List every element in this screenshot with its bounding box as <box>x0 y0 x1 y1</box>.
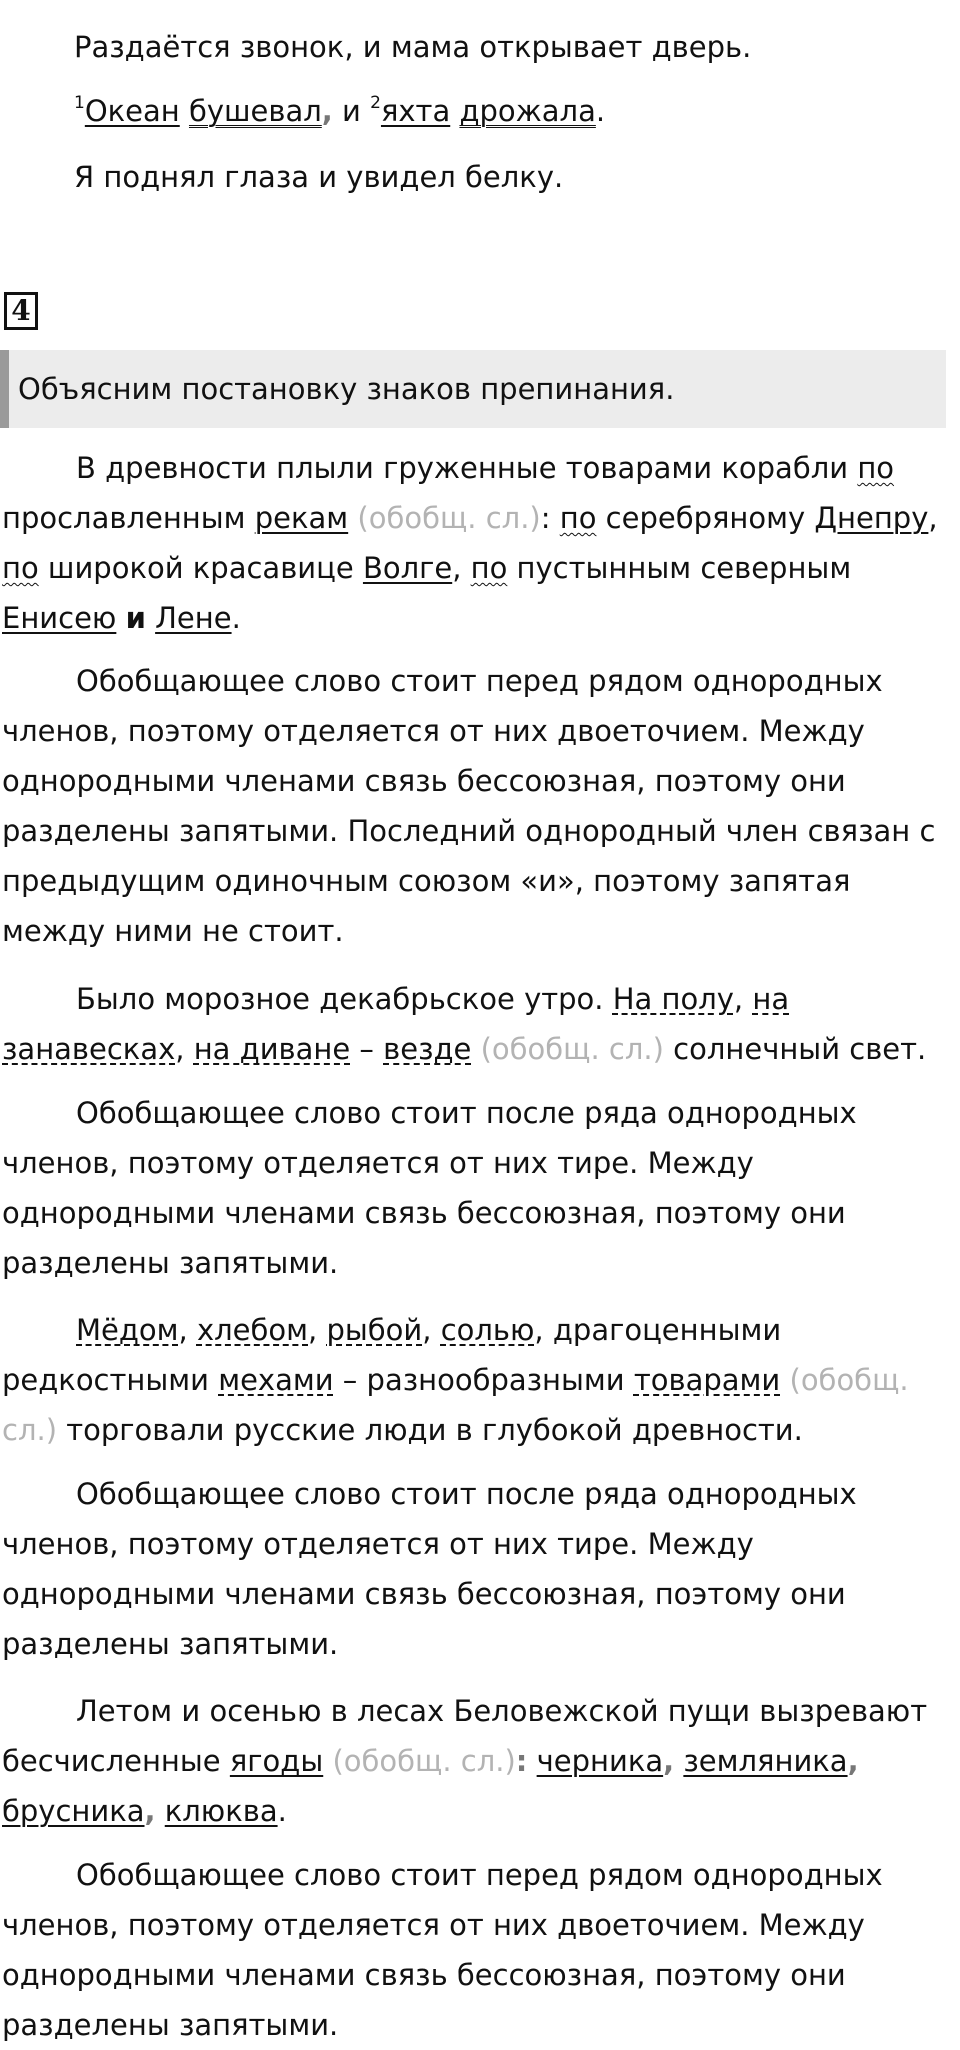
clause-number: 2 <box>370 93 381 114</box>
homogeneous-member: хлебом <box>196 1313 309 1347</box>
homogeneous-member: на занавесках <box>2 982 790 1066</box>
text-run: солнечный свет. <box>663 1032 927 1066</box>
sentence-end: . <box>595 94 606 128</box>
sentence-3-text: Я поднял глаза и увидел белку. <box>74 160 564 194</box>
instruction-banner <box>0 350 946 428</box>
generalizing-word: рекам <box>254 501 349 535</box>
example-4 <box>2 1686 952 1836</box>
comma: , <box>175 1032 194 1066</box>
sentence-1 <box>74 22 960 72</box>
homogeneous-member: Днепру <box>814 501 929 535</box>
text-run: В древности плыли груженные товарами корабли <box>76 451 858 485</box>
generalizing-word: ягоды <box>229 1744 324 1778</box>
example-2 <box>2 974 952 1074</box>
text-run: прославленным <box>2 501 255 535</box>
highlighted-comma: , <box>663 1744 675 1778</box>
sentence-3 <box>74 152 960 202</box>
homogeneous-member: черника <box>536 1744 664 1778</box>
generalizing-word: везде <box>383 1032 472 1066</box>
text-run: пустынным северным <box>507 551 852 585</box>
preposition: по <box>559 501 597 535</box>
homogeneous-member: Мёдом <box>76 1313 179 1347</box>
comma: , <box>928 501 938 535</box>
homogeneous-member: Лене <box>155 601 232 635</box>
predicate-word: бушевал <box>188 94 322 128</box>
generalizing-label: (обобщ. сл.) <box>357 501 541 535</box>
preposition: по <box>2 551 39 585</box>
preposition: по <box>470 551 508 585</box>
dash: – разнообразными <box>333 1363 634 1397</box>
explanation-text: Обобщающее слово стоит после ряда однородных членов, поэтому отделяется от них тире. Между однородными членами связь бессоюзная, поэтому они разделены запятыми. <box>2 1096 857 1280</box>
text-run: торговали русские люди в глубокой древности. <box>66 1413 803 1447</box>
predicate-word: дрожала <box>459 94 596 128</box>
sentence-end: . <box>231 601 241 635</box>
clause-number: 1 <box>74 93 85 114</box>
text-run: , драгоценными редкостными <box>2 1313 782 1397</box>
preposition: по <box>857 451 895 485</box>
highlighted-colon: : <box>515 1744 528 1778</box>
homogeneous-member: солью <box>440 1313 535 1347</box>
instruction-text: Объясним постановку знаков препинания. <box>18 372 675 406</box>
explanation-2 <box>2 1088 952 1288</box>
generalizing-word: товарами <box>633 1363 781 1397</box>
generalizing-label: (обобщ. сл.) <box>2 1363 909 1447</box>
subject-word: Океан <box>84 94 180 128</box>
comma: , <box>733 982 753 1016</box>
highlighted-comma: , <box>144 1794 156 1828</box>
homogeneous-member: Енисею <box>2 601 117 635</box>
highlighted-comma: , <box>321 94 333 128</box>
sentence-end: . <box>277 1794 287 1828</box>
example-1 <box>2 443 952 643</box>
explanation-text: Обобщающее слово стоит перед рядом однородных членов, поэтому отделяется от них двоеточием. Между однородными членами связь бессоюзная, поэтому они разделены запятыми. <box>2 1858 883 2042</box>
homogeneous-member: на диване <box>193 1032 351 1066</box>
homogeneous-member: рыбой <box>326 1313 423 1347</box>
task-number: 4 <box>11 294 31 327</box>
highlighted-comma: , <box>847 1744 859 1778</box>
homogeneous-member: На полу <box>612 982 734 1016</box>
explanation-text: Обобщающее слово стоит перед рядом однородных членов, поэтому отделяется от них двоеточием. Между однородными членами связь бессоюзная, поэтому они разделены запятыми. Последний однородный член связан с предыдущим одиночным союзом «и», поэтому запятая между ними не стоит. <box>2 664 936 948</box>
homogeneous-member: клюква <box>164 1794 278 1828</box>
sentence-2 <box>74 86 960 136</box>
subject-word: яхта <box>380 94 451 128</box>
generalizing-label: (обобщ. сл.) <box>332 1744 516 1778</box>
sentence-1-text: Раздаётся звонок, и мама открывает дверь. <box>74 30 752 64</box>
conjunction-text: и <box>332 94 371 128</box>
homogeneous-member: земляника <box>683 1744 848 1778</box>
conjunction: и <box>125 601 146 635</box>
homogeneous-member: мехами <box>218 1363 334 1397</box>
generalizing-label: (обобщ. сл.) <box>480 1032 664 1066</box>
colon: : <box>540 501 551 535</box>
homogeneous-member: брусника <box>2 1794 145 1828</box>
task-number-box <box>4 292 38 330</box>
example-3: Мёдом, хлебом, рыбой, солью, драгоценными редкостными мехами – разнообразными товарами (обобщ. сл.) торговали русские люди в глубокой древности. <box>2 1313 909 1447</box>
text-run: Летом и осенью в лесах Беловежской пущи вызревают бесчисленные <box>2 1694 928 1778</box>
text-run: серебряному <box>596 501 815 535</box>
comma: , <box>452 551 471 585</box>
explanation-1 <box>2 656 952 956</box>
explanation-3 <box>2 1469 952 1669</box>
text-run: Было морозное декабрьское утро. <box>76 982 613 1016</box>
homogeneous-member: Волге <box>362 551 453 585</box>
dash: – <box>350 1032 384 1066</box>
explanation-text: Обобщающее слово стоит после ряда однородных членов, поэтому отделяется от них тире. Между однородными членами связь бессоюзная, поэтому они разделены запятыми. <box>2 1477 857 1661</box>
explanation-4 <box>2 1850 952 2050</box>
text-run: широкой красавице <box>38 551 363 585</box>
